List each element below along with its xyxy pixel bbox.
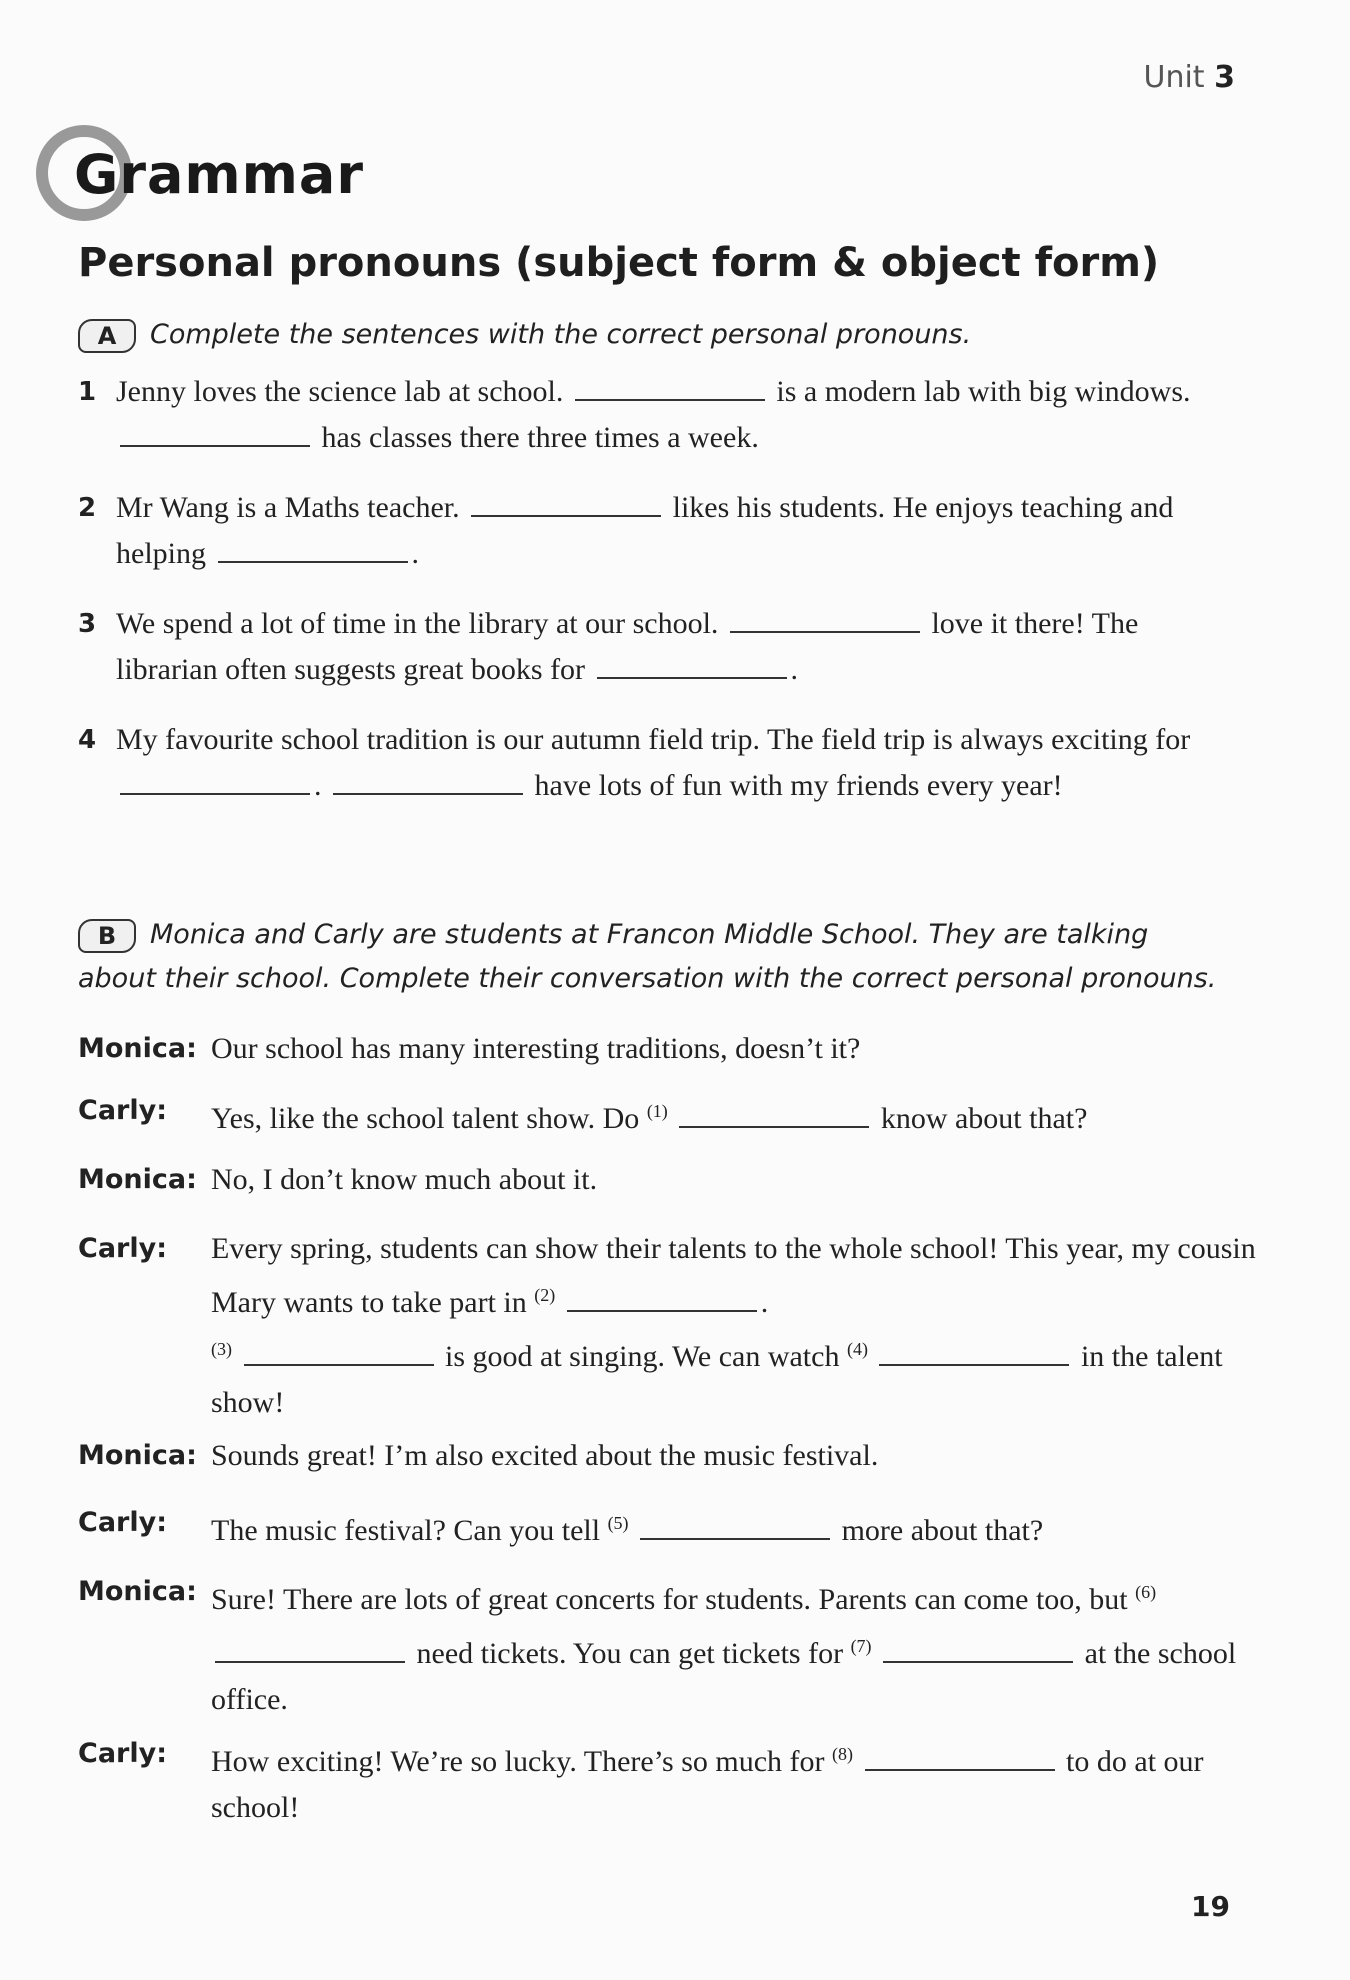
item-number: 1 (78, 377, 97, 407)
blank-number: (6) (1135, 1582, 1157, 1602)
speaker-label: Carly: (78, 1507, 168, 1538)
answer-blank[interactable] (640, 1514, 830, 1540)
exercise-a-item-4 (78, 717, 1228, 809)
exercise-a-item-1 (78, 369, 1228, 461)
section-heading (36, 125, 536, 235)
blank-number: (4) (846, 1339, 868, 1359)
blank-number: (1) (646, 1101, 668, 1121)
dialogue-line (78, 1500, 1258, 1554)
dialogue-text: Yes, like the school talent show. Do (211, 1102, 640, 1135)
answer-blank[interactable] (865, 1745, 1055, 1771)
exercise-a-item-2 (78, 485, 1228, 577)
answer-blank[interactable] (730, 607, 920, 633)
answer-blank[interactable] (597, 653, 787, 679)
answer-blank[interactable] (244, 1340, 434, 1366)
item-text: likes his students. He enjoys teaching and helping (116, 491, 1174, 570)
item-text: We spend a lot of time in the library at our school. (116, 607, 719, 640)
item-text: . (790, 653, 799, 686)
exercise-b-badge: B (78, 919, 136, 953)
answer-blank[interactable] (218, 537, 408, 563)
unit-label (1144, 60, 1236, 95)
dialogue-line (78, 1433, 1258, 1479)
item-text: . (314, 769, 322, 802)
dialogue-text: know about that? (880, 1102, 1088, 1135)
dialogue-text: Every spring, students can show their talents to the whole school! This year, my cousin Mary wants to take part in (211, 1232, 1256, 1319)
answer-blank[interactable] (333, 769, 523, 795)
page-number: 19 (1191, 1890, 1230, 1923)
dialogue-text: The music festival? Can you tell (211, 1514, 601, 1547)
item-number: 4 (78, 725, 97, 755)
dialogue-line (78, 1088, 1258, 1142)
answer-blank[interactable] (679, 1102, 869, 1128)
answer-blank[interactable] (215, 1637, 405, 1663)
exercise-a-instruction-text: Complete the sentences with the correct personal pronouns. (150, 319, 972, 350)
answer-blank[interactable] (471, 491, 661, 517)
item-text: has classes there three times a week. (321, 421, 759, 454)
item-text: love it there! The librarian often suggests great books for (116, 607, 1139, 686)
exercise-a-instruction (78, 313, 1228, 357)
dialogue-text: more about that? (841, 1514, 1044, 1547)
dialogue-text: to do at our school! (211, 1745, 1204, 1824)
item-text: Mr Wang is a Maths teacher. (116, 491, 460, 524)
speaker-label: Monica: (78, 1164, 197, 1195)
dialogue-text: need tickets. You can get tickets for (416, 1637, 844, 1670)
item-number: 3 (78, 609, 97, 639)
item-text: My favourite school tradition is our autumn field trip. The field trip is always exciting for (116, 723, 1191, 756)
item-text: have lots of fun with my friends every year! (534, 769, 1063, 802)
speaker-label: Monica: (78, 1440, 197, 1471)
dialogue-text: is good at singing. We can watch (445, 1340, 840, 1373)
answer-blank[interactable] (120, 421, 310, 447)
dialogue-text: Our school has many interesting traditions, doesn’t it? (211, 1032, 861, 1065)
exercise-b-instruction-text: Monica and Carly are students at Francon Middle School. They are talking about their school. Complete their conversation with the correct personal pronouns. (78, 919, 1217, 994)
item-text: is a modern lab with big windows. (776, 375, 1191, 408)
dialogue-text: at the school office. (211, 1637, 1237, 1716)
dialogue-line (78, 1569, 1258, 1723)
dialogue-line (78, 1157, 1258, 1203)
answer-blank[interactable] (120, 769, 310, 795)
blank-number: (7) (850, 1636, 872, 1656)
exercise-b-instruction (78, 913, 1228, 1001)
item-text: . (411, 537, 419, 570)
dialogue-line (78, 1026, 1258, 1072)
blank-number: (3) (211, 1339, 232, 1359)
answer-blank[interactable] (567, 1286, 757, 1312)
exercise-a-badge: A (78, 319, 136, 353)
speaker-label: Monica: (78, 1033, 197, 1064)
item-number: 2 (78, 493, 97, 523)
dialogue-text: in the talent show! (211, 1340, 1223, 1419)
blank-number: (5) (607, 1513, 629, 1533)
section-title: Grammar (74, 143, 364, 206)
speaker-label: Carly: (78, 1738, 168, 1769)
section-subtitle: Personal pronouns (subject form & object form) (78, 240, 1160, 286)
speaker-label: Carly: (78, 1095, 168, 1126)
dialogue-line (78, 1226, 1258, 1426)
blank-number: (8) (832, 1744, 854, 1764)
dialogue-text: Sure! There are lots of great concerts for students. Parents can come too, but (211, 1583, 1128, 1616)
blank-number: (2) (534, 1285, 556, 1305)
unit-number: 3 (1214, 60, 1235, 95)
speaker-label: Monica: (78, 1576, 197, 1607)
answer-blank[interactable] (575, 375, 765, 401)
dialogue-text: . (760, 1286, 769, 1319)
dialogue-text: How exciting! We’re so lucky. There’s so much for (211, 1745, 825, 1778)
speaker-label: Carly: (78, 1233, 168, 1264)
answer-blank[interactable] (879, 1340, 1069, 1366)
dialogue-line (78, 1731, 1258, 1831)
item-text: Jenny loves the science lab at school. (116, 375, 564, 408)
unit-text: Unit (1143, 60, 1205, 95)
dialogue-text: Sounds great! I’m also excited about the music festival. (211, 1439, 879, 1472)
dialogue-text: No, I don’t know much about it. (211, 1163, 598, 1196)
answer-blank[interactable] (883, 1637, 1073, 1663)
exercise-a-item-3 (78, 601, 1228, 693)
